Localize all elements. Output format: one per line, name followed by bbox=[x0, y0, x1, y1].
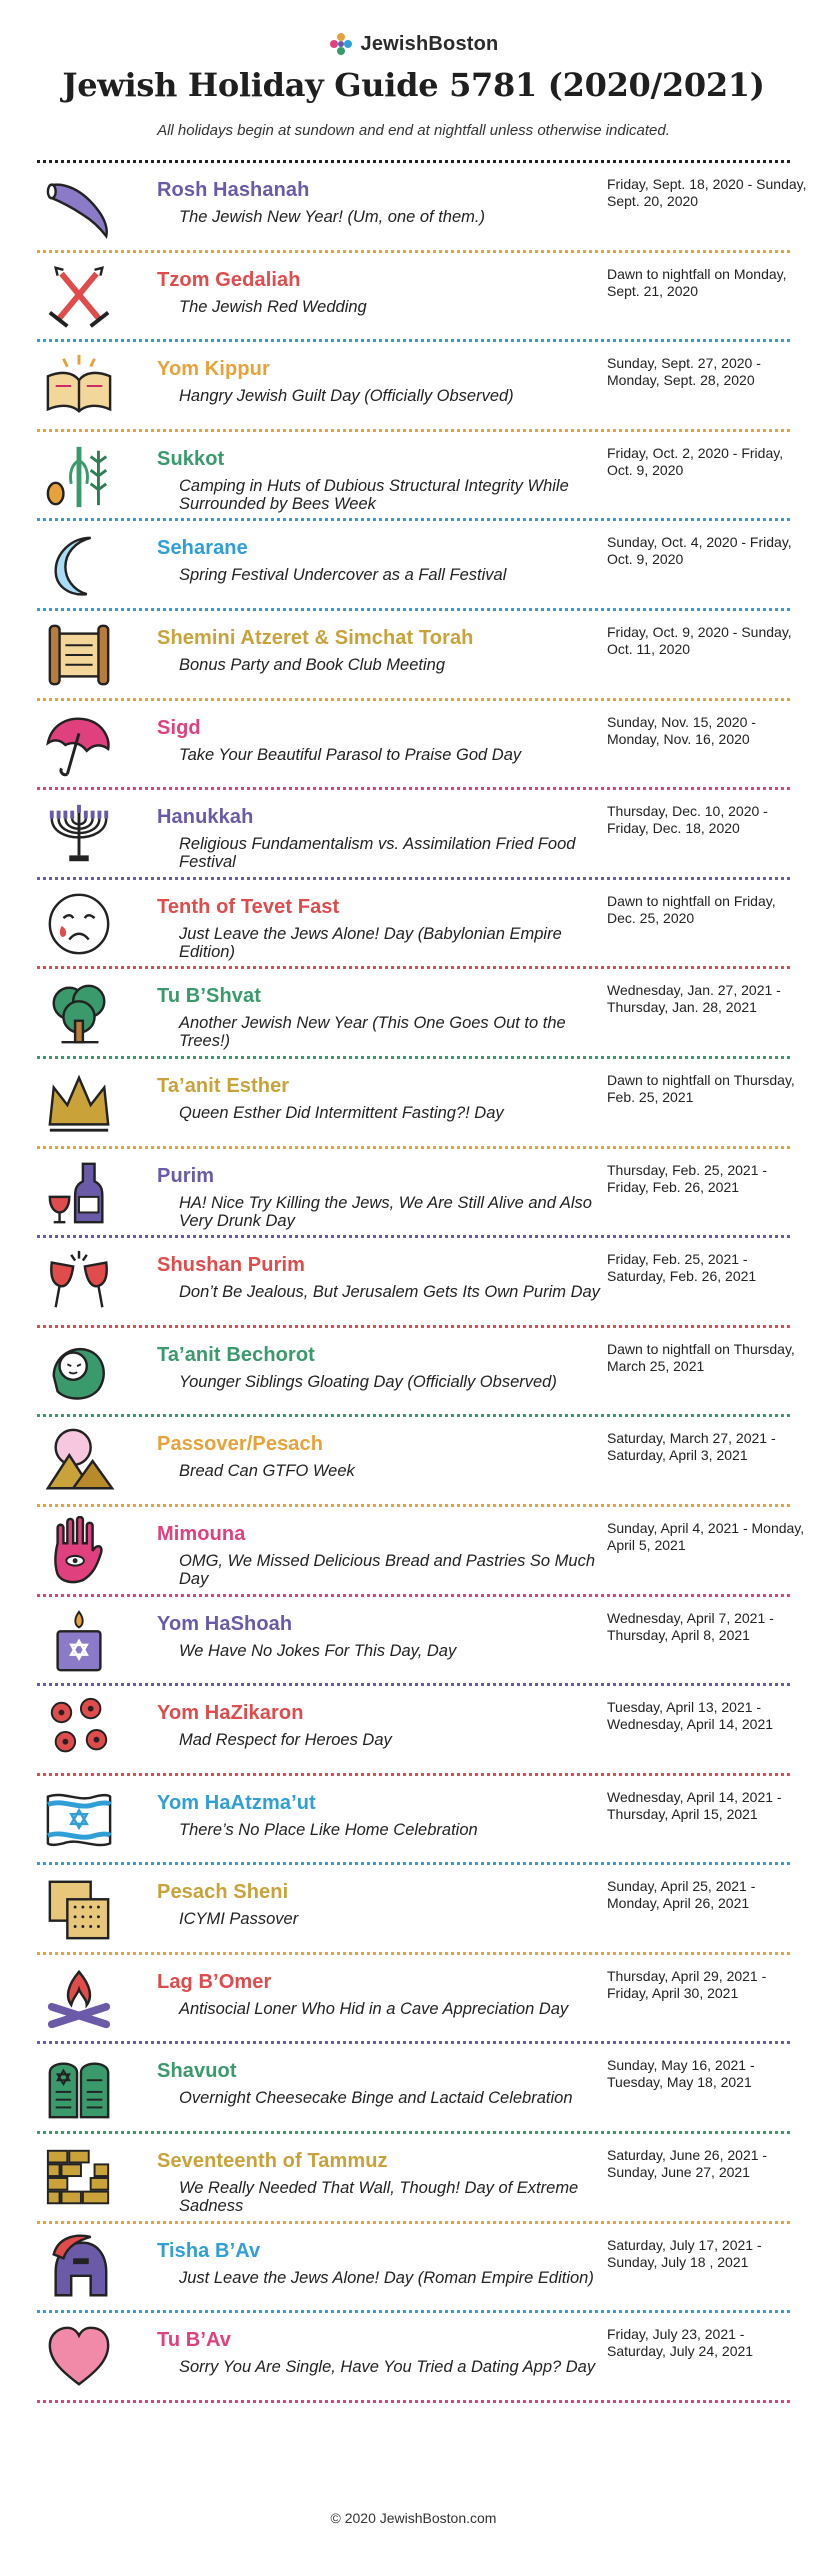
holiday-tagline: We Really Needed That Wall, Though! Day of Extreme Sadness bbox=[179, 2179, 579, 2216]
holiday-name: Passover/Pesach bbox=[157, 1433, 324, 1456]
toasting-glasses-icon bbox=[43, 1247, 115, 1317]
holiday-tagline: We Have No Jokes For This Day, Day bbox=[179, 1641, 457, 1660]
memorial-candle-icon bbox=[43, 1606, 115, 1676]
baby-icon bbox=[43, 1337, 115, 1407]
israel-flag-icon bbox=[43, 1785, 115, 1855]
holiday-tagline: Hangry Jewish Guilt Day (Officially Observed) bbox=[179, 387, 514, 406]
holiday-dates: Thursday, Feb. 25, 2021 - Friday, Feb. 26, 2021 bbox=[607, 1161, 768, 1195]
holiday-row bbox=[37, 1686, 790, 1776]
holiday-dates: Dawn to nightfall on Monday, Sept. 21, 2020 bbox=[607, 265, 787, 299]
shofar-icon bbox=[43, 172, 115, 242]
pyramids-icon bbox=[43, 1426, 115, 1496]
holiday-tagline: Just Leave the Jews Alone! Day (Babylonian Empire Edition) bbox=[179, 924, 562, 961]
roman-helmet-icon bbox=[43, 2233, 115, 2303]
holiday-name: Rosh Hashanah bbox=[157, 179, 310, 201]
holiday-tagline: Just Leave the Jews Alone! Day (Roman Empire Edition) bbox=[179, 2268, 594, 2287]
holiday-dates: Dawn to nightfall on Friday, Dec. 25, 2020 bbox=[607, 892, 776, 926]
holiday-name: Tzom Gedaliah bbox=[157, 268, 301, 291]
holiday-row bbox=[37, 521, 790, 611]
holiday-dates: Friday, Feb. 25, 2021 - Saturday, Feb. 26, 2021 bbox=[607, 1251, 757, 1285]
holiday-row bbox=[37, 2134, 790, 2224]
holiday-row bbox=[37, 790, 790, 880]
holiday-dates: Dawn to nightfall on Thursday, Feb. 25, 2021 bbox=[607, 1071, 795, 1105]
holiday-name: Tu B’Shvat bbox=[157, 985, 261, 1008]
holiday-dates: Dawn to nightfall on Thursday, March 25, 2021 bbox=[607, 1340, 795, 1374]
holiday-name: Sukkot bbox=[157, 447, 225, 470]
holiday-dates: Thursday, April 29, 2021 - Friday, April 30, 2021 bbox=[607, 1967, 767, 2001]
tree-icon bbox=[43, 978, 115, 1048]
holiday-name: Seventeenth of Tammuz bbox=[157, 2150, 388, 2173]
holiday-row bbox=[37, 2313, 790, 2403]
holiday-name: Sigd bbox=[157, 716, 201, 739]
holiday-row bbox=[37, 1149, 790, 1239]
holiday-tagline: Overnight Cheesecake Binge and Lactaid Celebration bbox=[179, 2089, 573, 2108]
holiday-tagline: Camping in Huts of Dubious Structural Integrity While Surrounded by Bees Week bbox=[179, 476, 569, 513]
holiday-list bbox=[37, 160, 807, 2403]
holiday-tagline: Take Your Beautiful Parasol to Praise God Day bbox=[179, 745, 522, 764]
holiday-name: Shemini Atzeret & Simchat Torah bbox=[157, 626, 474, 649]
holiday-row bbox=[37, 880, 790, 970]
holiday-name: Pesach Sheni bbox=[157, 1881, 289, 1904]
page-subtitle: All holidays begin at sundown and end at nightfall unless otherwise indicated. bbox=[157, 122, 670, 139]
holiday-row bbox=[37, 1328, 795, 1418]
broken-wall-icon bbox=[43, 2143, 115, 2213]
holiday-name: Tu B’Av bbox=[157, 2329, 232, 2352]
holiday-name: Shushan Purim bbox=[157, 1254, 305, 1277]
holiday-dates: Friday, Oct. 9, 2020 - Sunday, Oct. 11, 2020 bbox=[607, 623, 792, 657]
holiday-row bbox=[37, 2044, 790, 2134]
holiday-row bbox=[37, 969, 790, 1059]
holiday-tagline: Bread Can GTFO Week bbox=[179, 1462, 355, 1481]
holiday-dates: Wednesday, April 14, 2021 - Thursday, April 15, 2021 bbox=[607, 1788, 782, 1822]
holiday-name: Ta’anit Bechorot bbox=[157, 1343, 315, 1366]
holiday-row bbox=[37, 1597, 790, 1687]
page-title: Jewish Holiday Guide 5781 (2020/2021) bbox=[62, 66, 765, 104]
holiday-name: Lag B’Omer bbox=[157, 1970, 272, 1993]
holiday-row bbox=[37, 342, 790, 432]
holiday-tagline: The Jewish Red Wedding bbox=[179, 297, 367, 316]
holiday-name: Purim bbox=[157, 1164, 215, 1187]
wine-bottle-icon bbox=[43, 1158, 115, 1228]
holiday-dates: Sunday, April 25, 2021 - Monday, April 26, 2021 bbox=[607, 1878, 756, 1912]
holiday-name: Hanukkah bbox=[157, 806, 254, 829]
holiday-dates: Sunday, May 16, 2021 - Tuesday, May 18, 2021 bbox=[607, 2057, 755, 2091]
holiday-dates: Sunday, April 4, 2021 - Monday, April 5, 2021 bbox=[607, 1519, 805, 1553]
holiday-tagline: Antisocial Loner Who Hid in a Cave Appreciation Day bbox=[179, 1999, 569, 2018]
holiday-name: Tisha B’Av bbox=[157, 2239, 261, 2262]
hamsa-icon bbox=[43, 1516, 115, 1586]
heart-icon bbox=[43, 2322, 115, 2392]
menorah-icon bbox=[43, 799, 115, 869]
row-divider bbox=[37, 2400, 790, 2403]
holiday-dates: Saturday, July 17, 2021 - Sunday, July 18 , 2021 bbox=[607, 2236, 762, 2270]
footer-copyright: © 2020 JewishBoston.com bbox=[330, 2510, 497, 2526]
crown-icon bbox=[43, 1068, 115, 1138]
holiday-tagline: Don’t Be Jealous, But Jerusalem Gets Its Own Purim Day bbox=[179, 1283, 600, 1302]
holiday-tagline: Another Jewish New Year (This One Goes Out to the Trees!) bbox=[179, 1014, 566, 1051]
holiday-name: Seharane bbox=[157, 537, 248, 560]
holiday-dates: Sunday, Sept. 27, 2020 - Monday, Sept. 28, 2020 bbox=[607, 355, 761, 389]
holiday-row bbox=[37, 1776, 790, 1866]
holiday-tagline: Religious Fundamentalism vs. Assimilation Fried Food Festival bbox=[179, 835, 576, 872]
parasol-icon bbox=[43, 710, 115, 780]
open-book-icon bbox=[43, 351, 115, 421]
holiday-dates: Friday, Oct. 2, 2020 - Friday, Oct. 9, 2020 bbox=[607, 444, 784, 478]
holiday-dates: Saturday, March 27, 2021 - Saturday, April 3, 2021 bbox=[607, 1430, 776, 1464]
holiday-row bbox=[37, 1059, 795, 1149]
holiday-row bbox=[37, 1238, 790, 1328]
holiday-dates: Sunday, Nov. 15, 2020 - Monday, Nov. 16, 2020 bbox=[607, 713, 756, 747]
holiday-tagline: Mad Respect for Heroes Day bbox=[179, 1731, 392, 1750]
holiday-dates: Tuesday, April 13, 2021 - Wednesday, April 14, 2021 bbox=[607, 1699, 774, 1733]
holiday-dates: Friday, Sept. 18, 2020 - Sunday, Sept. 20, 2020 bbox=[607, 176, 807, 209]
holiday-dates: Wednesday, April 7, 2021 - Thursday, April 8, 2021 bbox=[607, 1609, 774, 1643]
holiday-row bbox=[37, 253, 790, 343]
holiday-name: Yom HaShoah bbox=[157, 1612, 293, 1635]
holiday-tagline: Spring Festival Undercover as a Fall Festival bbox=[179, 566, 507, 585]
crossed-swords-icon bbox=[43, 262, 115, 332]
holiday-name: Mimouna bbox=[157, 1522, 246, 1545]
brand[interactable] bbox=[0, 32, 827, 61]
holiday-name: Ta’anit Esther bbox=[157, 1074, 290, 1097]
holiday-name: Yom HaAtzma’ut bbox=[157, 1791, 316, 1814]
holiday-row bbox=[37, 1955, 790, 2045]
holiday-name: Shavuot bbox=[157, 2060, 237, 2083]
holiday-tagline: The Jewish New Year! (Um, one of them.) bbox=[179, 208, 485, 226]
holiday-row bbox=[37, 1507, 805, 1597]
holiday-row bbox=[37, 701, 790, 791]
lulav-etrog-icon bbox=[43, 441, 115, 511]
tablets-icon bbox=[43, 2053, 115, 2123]
holiday-dates: Saturday, June 26, 2021 - Sunday, June 27, 2021 bbox=[607, 2147, 768, 2181]
holiday-tagline: ICYMI Passover bbox=[179, 1910, 299, 1929]
flowers-icon bbox=[43, 1695, 115, 1765]
holiday-row bbox=[37, 2224, 790, 2314]
matzah-icon bbox=[43, 1874, 115, 1944]
bonfire-icon bbox=[43, 1964, 115, 2034]
crescent-moon-icon bbox=[43, 530, 115, 600]
holiday-tagline: Sorry You Are Single, Have You Tried a Dating App? Day bbox=[179, 2358, 596, 2377]
torah-scroll-icon bbox=[43, 620, 115, 690]
holiday-dates: Wednesday, Jan. 27, 2021 - Thursday, Jan. 28, 2021 bbox=[607, 982, 781, 1016]
sad-face-icon bbox=[43, 889, 115, 959]
holiday-dates: Thursday, Dec. 10, 2020 - Friday, Dec. 18, 2020 bbox=[607, 803, 768, 837]
holiday-row bbox=[37, 611, 790, 701]
holiday-dates: Friday, July 23, 2021 - Saturday, July 24, 2021 bbox=[607, 2326, 754, 2360]
holiday-tagline: HA! Nice Try Killing the Jews, We Are Still Alive and Also Very Drunk Day bbox=[179, 1193, 592, 1230]
holiday-tagline: Bonus Party and Book Club Meeting bbox=[179, 655, 445, 674]
holiday-row bbox=[37, 1417, 790, 1507]
holiday-tagline: OMG, We Missed Delicious Bread and Pastries So Much Day bbox=[179, 1551, 596, 1588]
holiday-tagline: Queen Esther Did Intermittent Fasting?! Day bbox=[179, 1103, 504, 1122]
holiday-tagline: There’s No Place Like Home Celebration bbox=[179, 1820, 478, 1839]
logo-icon bbox=[329, 32, 353, 56]
holiday-row bbox=[37, 1865, 790, 1955]
brand-name: JewishBoston bbox=[360, 32, 499, 55]
holiday-name: Tenth of Tevet Fast bbox=[157, 895, 340, 918]
holiday-name: Yom Kippur bbox=[157, 358, 270, 381]
holiday-row bbox=[37, 432, 790, 522]
header bbox=[0, 0, 827, 158]
holiday-dates: Sunday, Oct. 4, 2020 - Friday, Oct. 9, 2020 bbox=[607, 534, 792, 568]
holiday-tagline: Younger Siblings Gloating Day (Officially Observed) bbox=[179, 1372, 557, 1391]
holiday-row bbox=[37, 163, 807, 253]
holiday-name: Yom HaZikaron bbox=[157, 1702, 304, 1725]
